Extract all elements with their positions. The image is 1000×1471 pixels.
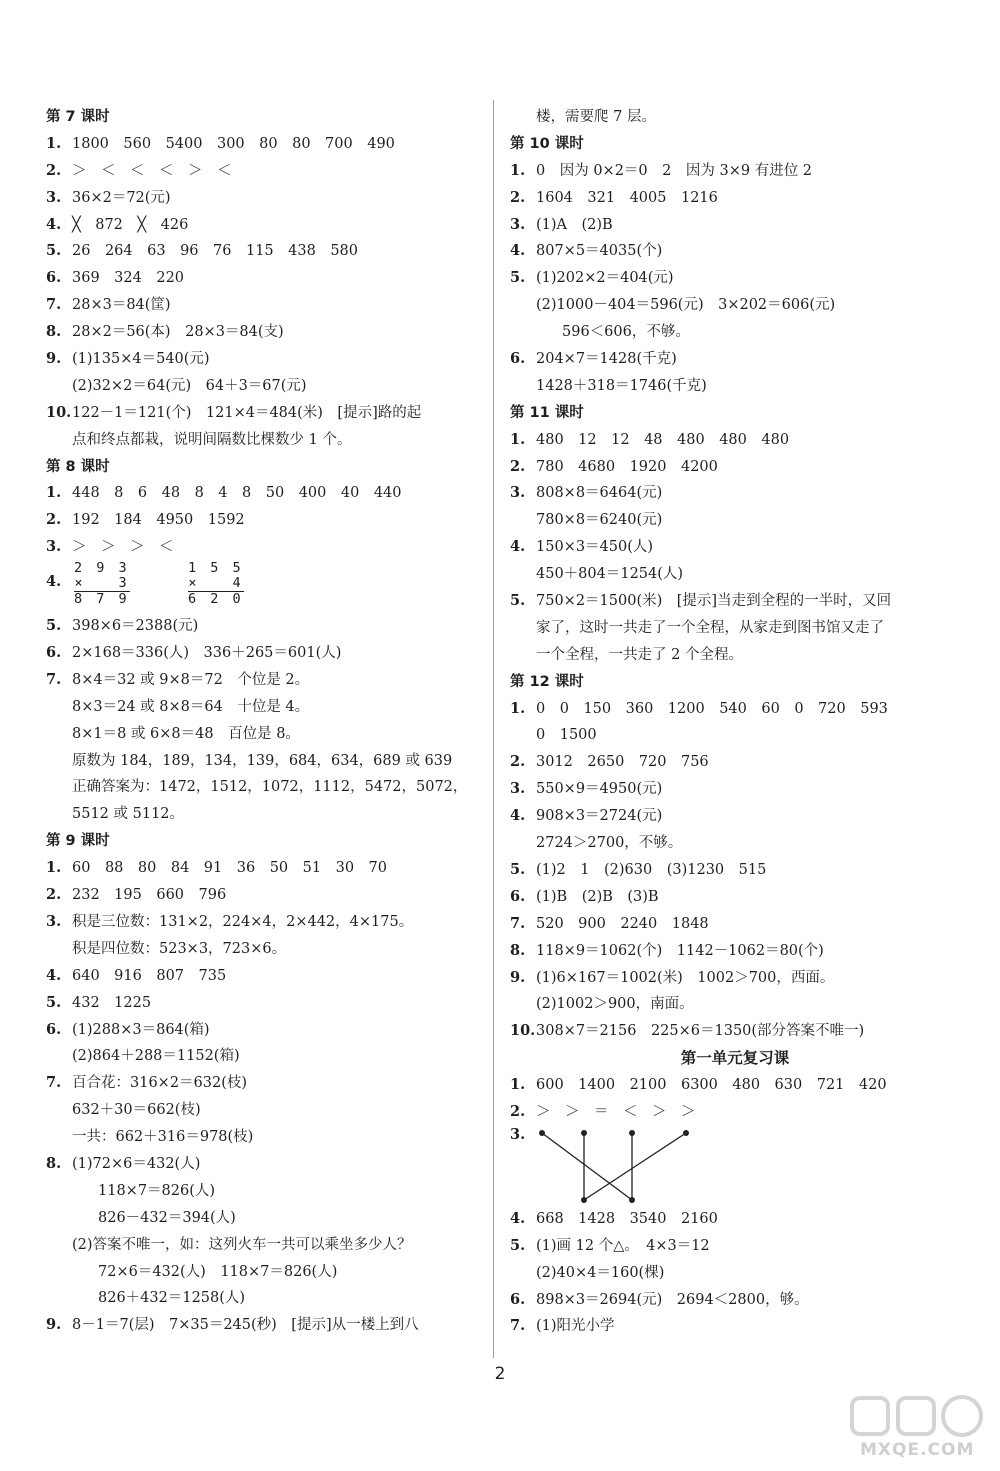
l10-q5b: (2)1000－404＝596(元) 3×202＝606(元) (536, 297, 836, 314)
l12-q10: 10.308×7＝2156 225×6＝1350(部分答案不唯一) (510, 1022, 865, 1040)
l11-q2: 2. 780 4680 1920 4200 (510, 457, 718, 475)
right-column (510, 104, 960, 1340)
l11-q4b: 450＋804＝1254(人) (536, 566, 684, 583)
l10-q1: 1. 0 因为 0×2＝0 2 因为 3×9 有进位 2 (510, 161, 813, 179)
lesson-7-title: 第 7 课时 (46, 109, 110, 125)
l12-q3: 3. 550×9＝4950(元) (510, 780, 663, 798)
l10-q2: 2. 1604 321 4005 1216 (510, 188, 718, 206)
l8-q4-label: 4. (46, 573, 62, 591)
rev-q1: 1. 600 1400 2100 6300 480 630 721 420 (510, 1076, 887, 1094)
page-number: 2 (494, 1364, 506, 1384)
match-line-4 (584, 1133, 686, 1200)
l10-q6b: 1428＋318＝1746(千克) (536, 377, 707, 394)
watermark-text: MXQE.COM (860, 1440, 975, 1460)
l9-q6b: (2)864＋288＝1152(箱) (72, 1048, 240, 1065)
l9-q8a: 8. (1)72×6＝432(人) (46, 1154, 201, 1172)
l7-q6: 6. 369 324 220 (46, 269, 185, 287)
l7-q8: 8. 28×2＝56(本) 28×3＝84(支) (46, 323, 284, 341)
watermark-emblem-icon (848, 1392, 990, 1442)
l7-q2: 2. ＞ ＜ ＜ ＜ ＞ ＜ (46, 161, 232, 179)
l8-q5: 5. 398×6＝2388(元) (46, 617, 199, 635)
matching-lines (536, 1128, 736, 1208)
match-line-1 (542, 1133, 632, 1200)
l7-q3: 3. 36×2＝72(元) (46, 188, 171, 206)
l7-q5: 5. 26 264 63 96 76 115 438 580 (46, 242, 359, 260)
l12-q6: 6. (1)B (2)B (3)B (510, 887, 659, 905)
l8-q4-vertical-multiplication (46, 561, 484, 613)
l12-q5: 5. (1)2 1 (2)630 (3)1230 515 (510, 860, 767, 878)
review-title: 第一单元复习课 (680, 1049, 790, 1068)
lesson-8-title: 第 8 课时 (46, 458, 110, 475)
l12-q9b: (2)1002＞900，南面。 (536, 996, 694, 1013)
watermark-logo (848, 1392, 990, 1464)
l8-q7e: 正确答案为：1472，1512，1072，1112，5472，5072， (72, 779, 468, 796)
l12-q9a: 9. (1)6×167＝1002(米) 1002＞700，西面。 (510, 968, 835, 986)
l8-q6: 6. 2×168＝336(人) 336＋265＝601(人) (46, 644, 342, 662)
l9-q4: 4. 640 916 807 735 (46, 966, 227, 984)
l9-q2: 2. 232 195 660 796 (46, 886, 227, 904)
l8-q7c: 8×1＝8 或 6×8＝48 百位是 8。 (72, 725, 300, 742)
l11-q5a: 5. 750×2＝1500(米) [提示]当走到全程的一半时，又回 (510, 592, 892, 610)
vertical-calc-2: 1 5 5 × 4 6 2 0 (188, 560, 244, 608)
l12-q4a: 4. 908×3＝2724(元) (510, 807, 663, 825)
left-column (46, 104, 484, 1339)
rev-q3-matching-diagram (510, 1126, 960, 1206)
l8-q7a: 7. 8×4＝32 或 9×8＝72 个位是 2。 (46, 670, 310, 688)
l9-q6a: 6. (1)288×3＝864(箱) (46, 1020, 210, 1038)
rev-q4: 4. 668 1428 3540 2160 (510, 1209, 718, 1227)
lesson-12-title: 第 12 课时 (510, 673, 584, 690)
l9-q8b: 118×7＝826(人) (98, 1182, 216, 1199)
l11-q5b: 家了，这时一共走了一个全程，从家走到图书馆又走了 (536, 619, 884, 636)
l11-q4a: 4. 150×3＝450(人) (510, 538, 654, 556)
l12-q2: 2. 3012 2650 720 756 (510, 753, 709, 771)
l9-q9a: 9. 8－1＝7(层) 7×35＝245(秒) [提示]从一楼上到八 (46, 1316, 419, 1334)
l11-q1: 1. 480 12 12 48 480 480 480 (510, 430, 790, 448)
l9-q7c: 一共：662＋316＝978(枝) (72, 1129, 254, 1146)
rev-q5b: (2)40×4＝160(棵) (536, 1264, 665, 1281)
l12-q7: 7. 520 900 2240 1848 (510, 914, 709, 932)
l7-q7: 7. 28×3＝84(筐) (46, 296, 171, 314)
l10-q6a: 6. 204×7＝1428(千克) (510, 350, 677, 368)
l10-q4: 4. 807×5＝4035(个) (510, 242, 663, 260)
l9-q7b: 632＋30＝662(枝) (72, 1102, 201, 1119)
continuation-line: 楼，需要爬 7 层。 (536, 109, 656, 125)
rev-q7: 7. (1)阳光小学 (510, 1317, 615, 1335)
l10-q3: 3. (1)A (2)B (510, 215, 613, 233)
l7-q9a: 9. (1)135×4＝540(元) (46, 350, 210, 368)
rev-q5a: 5. (1)画 12 个△。 4×3＝12 (510, 1236, 710, 1254)
l12-q1b: 0 1500 (536, 727, 597, 744)
l9-q8c: 826－432＝394(人) (98, 1209, 236, 1226)
l7-q10a: 10.122－1＝121(个) 121×4＝484(米) [提示]路的起 (46, 403, 422, 421)
l9-q7a: 7. 百合花：316×2＝632(枝) (46, 1074, 248, 1092)
l10-q5c: 596＜606，不够。 (562, 324, 690, 341)
column-divider (493, 100, 494, 1358)
l8-q7f: 5512 或 5112。 (72, 806, 185, 823)
l9-q5: 5. 432 1225 (46, 993, 152, 1011)
rev-q2: 2. ＞ ＞ ＝ ＜ ＞ ＞ (510, 1102, 696, 1120)
l11-q3b: 780×8＝6240(元) (536, 512, 663, 529)
l7-q9b: (2)32×2＝64(元) 64＋3＝67(元) (72, 377, 307, 394)
l9-q1: 1. 60 88 80 84 91 36 50 51 30 70 (46, 859, 388, 877)
l9-q8d: (2)答案不唯一，如：这列火车一共可以乘坐多少人？ (72, 1236, 412, 1253)
l9-q8e: 72×6＝432(人) 118×7＝826(人) (98, 1263, 338, 1280)
lesson-10-title: 第 10 课时 (510, 135, 584, 152)
lesson-9-title: 第 9 课时 (46, 833, 110, 850)
l8-q7d: 原数为 184，189，134，139，684，634，689 或 639 (72, 752, 453, 769)
rev-q3-label: 3. (510, 1125, 526, 1143)
l9-q3b: 积是四位数：523×3，723×6。 (72, 940, 287, 957)
l9-q3a: 3. 积是三位数：131×2，224×4，2×442，4×175。 (46, 912, 414, 930)
l8-q1: 1. 448 8 6 48 8 4 8 50 400 40 440 (46, 484, 402, 502)
lesson-11-title: 第 11 课时 (510, 404, 584, 421)
l8-q7b: 8×3＝24 或 8×8＝64 十位是 4。 (72, 698, 310, 715)
l12-q8: 8. 118×9＝1062(个) 1142－1062＝80(个) (510, 941, 824, 959)
l11-q5c: 一个全程，一共走了 2 个全程。 (536, 646, 743, 663)
vertical-calc-1: 2 9 3 × 3 8 7 9 (74, 560, 130, 608)
l7-q4: 4. ╳ 872 ╳ 426 (46, 215, 189, 233)
l12-q4b: 2724＞2700，不够。 (536, 835, 683, 852)
l10-q5a: 5. (1)202×2＝404(元) (510, 269, 674, 287)
l12-q1a: 1. 0 0 150 360 1200 540 60 0 720 593 (510, 699, 888, 717)
l8-q3: 3. ＞ ＞ ＞ ＜ (46, 538, 174, 556)
l7-q1: 1. 1800 560 5400 300 80 80 700 490 (46, 134, 395, 152)
rev-q6: 6. 898×3＝2694(元) 2694＜2800，够。 (510, 1290, 809, 1308)
l8-q2: 2. 192 184 4950 1592 (46, 511, 245, 529)
l11-q3a: 3. 808×8＝6464(元) (510, 484, 663, 502)
l9-q8f: 826＋432＝1258(人) (98, 1290, 246, 1307)
l7-q10b: 点和终点都栽，说明间隔数比棵数少 1 个。 (72, 431, 352, 448)
